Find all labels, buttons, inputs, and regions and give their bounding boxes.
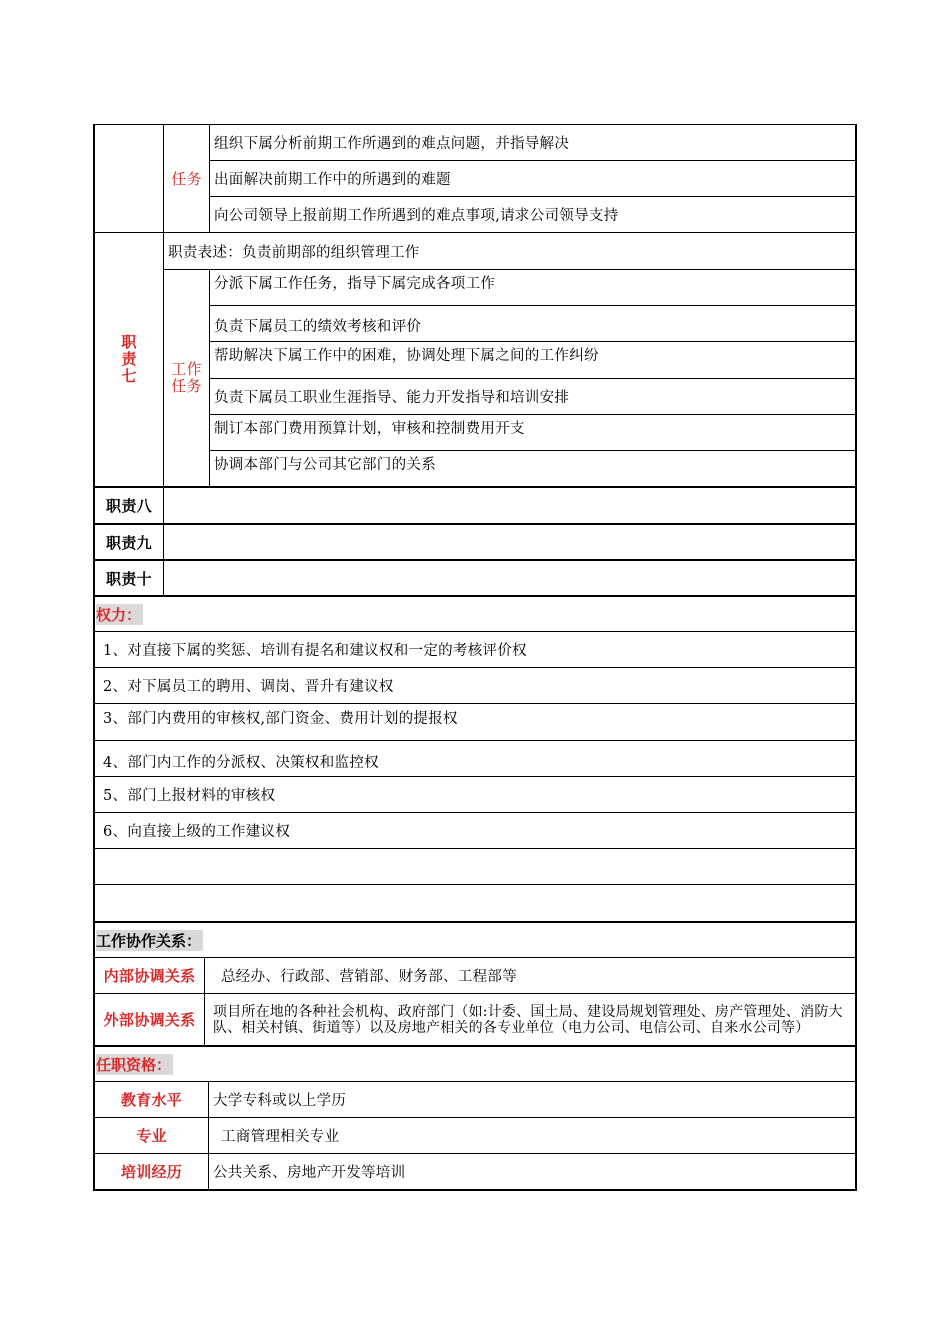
duty-statement: 职责表述：负责前期部的组织管理工作 bbox=[168, 244, 420, 261]
duty-nine-label: 职责九 bbox=[106, 534, 152, 552]
power-item: 6、向直接上级的工作建议权 bbox=[103, 824, 291, 840]
work-task-item: 帮助解决下属工作中的困难，协调处理下属之间的工作纠纷 bbox=[214, 348, 599, 364]
major-label: 专业 bbox=[136, 1128, 167, 1145]
major-value: 工商管理相关专业 bbox=[221, 1129, 340, 1145]
powers-header bbox=[96, 597, 143, 631]
task-item: 出面解决前期工作中的所遇到的难题 bbox=[214, 172, 451, 188]
qualifications-header bbox=[96, 1047, 173, 1081]
training-label: 培训经历 bbox=[120, 1164, 183, 1181]
internal-relations-value: 总经办、行政部、营销部、财务部、工程部等 bbox=[221, 969, 517, 985]
work-task-item: 负责下属员工的绩效考核和评价 bbox=[214, 319, 422, 335]
internal-relations-label: 内部协调关系 bbox=[103, 968, 196, 985]
work-task-label bbox=[164, 270, 209, 486]
task-item: 向公司领导上报前期工作所遇到的难点事项,请求公司领导支持 bbox=[214, 208, 619, 224]
duty-eight-label: 职责八 bbox=[106, 498, 152, 515]
work-task-label-line: 工作 bbox=[171, 360, 202, 378]
education-value: 大学专科或以上学历 bbox=[213, 1093, 347, 1109]
education-label: 教育水平 bbox=[120, 1092, 183, 1109]
duty-seven-label-char: 责 bbox=[121, 351, 137, 368]
duty-seven-label-char: 职 bbox=[121, 334, 137, 351]
duty-ten-label: 职责十 bbox=[106, 570, 152, 588]
relations-header-text: 工作协作关系： bbox=[96, 930, 203, 951]
task-item: 组织下属分析前期工作所遇到的难点问题，并指导解决 bbox=[214, 135, 570, 152]
powers-header-text: 权力： bbox=[96, 604, 143, 625]
work-task-item: 协调本部门与公司其它部门的关系 bbox=[214, 457, 436, 473]
duty-seven-label-char: 七 bbox=[121, 368, 137, 385]
work-task-item: 制订本部门费用预算计划，审核和控制费用开支 bbox=[214, 421, 525, 437]
power-item: 5、部门上报材料的审核权 bbox=[103, 788, 276, 804]
task-label: 任务 bbox=[171, 169, 202, 188]
qualifications-header-text: 任职资格： bbox=[96, 1054, 173, 1075]
work-task-item: 负责下属员工职业生涯指导、能力开发指导和培训安排 bbox=[214, 390, 570, 406]
relations-header bbox=[96, 923, 203, 957]
work-task-item: 分派下属工作任务，指导下属完成各项工作 bbox=[214, 276, 496, 292]
duty-seven-label bbox=[95, 233, 163, 486]
power-item: 4、部门内工作的分派权、决策权和监控权 bbox=[103, 755, 379, 771]
power-item: 2、对下属员工的聘用、调岗、晋升有建议权 bbox=[103, 679, 394, 695]
power-item: 1、对直接下属的奖惩、培训有提名和建议权和一定的考核评价权 bbox=[103, 643, 527, 659]
power-item: 3、部门内费用的审核权,部门资金、费用计划的提报权 bbox=[103, 711, 458, 727]
training-value: 公共关系、房地产开发等培训 bbox=[213, 1165, 406, 1181]
external-relations-label: 外部协调关系 bbox=[103, 1012, 196, 1029]
external-relations-value: 项目所在地的各种社会机构、政府部门（如:计委、国土局、建设局规划管理处、房产管理处、消防大队、相关村镇、街道等）以及房地产相关的各专业单位（电力公司、电信公司、自来水公司等） bbox=[213, 1003, 843, 1036]
job-description-table bbox=[93, 124, 857, 1191]
work-task-label-line: 任务 bbox=[171, 377, 202, 395]
